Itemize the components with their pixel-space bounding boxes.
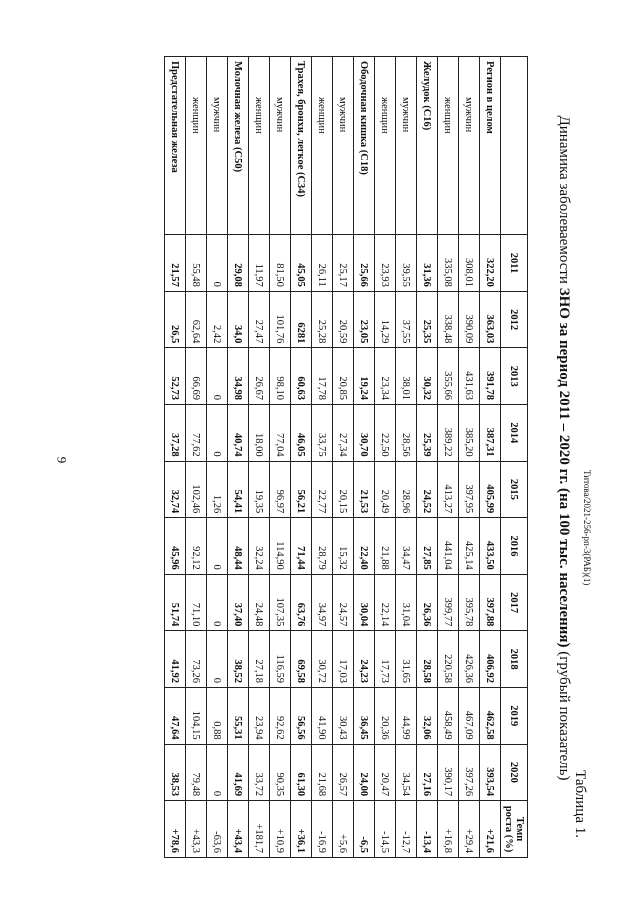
table-caption (555, 38, 572, 858)
value-cell: 77,62 (186, 405, 207, 462)
row-label: Трахея, бронхи, легкое (С34) (291, 57, 312, 235)
value-cell: 30,43 (333, 687, 354, 744)
value-cell: 30,70 (354, 405, 375, 462)
table-row (186, 57, 207, 858)
value-cell: +181,7 (249, 801, 270, 858)
value-cell: 32,74 (165, 461, 186, 518)
value-cell: 114,90 (270, 518, 291, 575)
value-cell: 54,41 (228, 461, 249, 518)
value-cell: +36,1 (291, 801, 312, 858)
value-cell: 25,17 (333, 235, 354, 292)
value-cell: 393,54 (480, 744, 501, 801)
header-cell: 2012 (501, 291, 528, 348)
rotated-page-content (128, 38, 588, 858)
value-cell: 40,74 (228, 405, 249, 462)
value-cell: 27,16 (417, 744, 438, 801)
table-row (207, 57, 228, 858)
value-cell: 441,04 (438, 518, 459, 575)
value-cell: 406,92 (480, 631, 501, 688)
value-cell: 23,93 (375, 235, 396, 292)
value-cell: 30,32 (417, 348, 438, 405)
value-cell: 38,53 (165, 744, 186, 801)
table-row (270, 57, 291, 858)
value-cell: 21,88 (375, 518, 396, 575)
table-row (249, 57, 270, 858)
value-cell: 397,95 (459, 461, 480, 518)
header-cell: 2014 (501, 405, 528, 462)
value-cell: 34,98 (228, 348, 249, 405)
table-row (228, 57, 249, 858)
value-cell: 21,53 (354, 461, 375, 518)
table-row (375, 57, 396, 858)
value-cell: 34,54 (396, 744, 417, 801)
value-cell: 101,76 (270, 291, 291, 348)
header-cell: 2019 (501, 687, 528, 744)
value-cell: 6281 (291, 291, 312, 348)
value-cell: 60,63 (291, 348, 312, 405)
row-label: мужчин (396, 57, 417, 235)
value-cell: 39,55 (396, 235, 417, 292)
value-cell: 55,48 (186, 235, 207, 292)
row-label: Желудок (С16) (417, 57, 438, 235)
value-cell: 31,65 (396, 631, 417, 688)
value-cell: 116,59 (270, 631, 291, 688)
value-cell: 81,50 (270, 235, 291, 292)
header-cell (501, 57, 528, 235)
row-label: Регион в целом (480, 57, 501, 235)
table-row (291, 57, 312, 858)
caption-pre: Динамика заболеваемости (556, 115, 572, 288)
value-cell: 20,85 (333, 348, 354, 405)
value-cell: 79,48 (186, 744, 207, 801)
table-header-row (501, 57, 528, 858)
value-cell: 33,75 (312, 405, 333, 462)
value-cell: 33,72 (249, 744, 270, 801)
value-cell: 51,74 (165, 574, 186, 631)
value-cell: 355,66 (438, 348, 459, 405)
value-cell: 102,46 (186, 461, 207, 518)
value-cell: 24,00 (354, 744, 375, 801)
value-cell: 467,09 (459, 687, 480, 744)
value-cell: 63,76 (291, 574, 312, 631)
value-cell: 389,22 (438, 405, 459, 462)
value-cell: 397,26 (459, 744, 480, 801)
header-cell: 2015 (501, 461, 528, 518)
value-cell: 26,36 (417, 574, 438, 631)
value-cell: 23,05 (354, 291, 375, 348)
row-label: женщин (438, 57, 459, 235)
value-cell: 47,64 (165, 687, 186, 744)
table-row (165, 57, 186, 858)
value-cell: 26,67 (249, 348, 270, 405)
table-body (165, 57, 501, 858)
value-cell: 17,73 (375, 631, 396, 688)
table-row (354, 57, 375, 858)
value-cell: 107,35 (270, 574, 291, 631)
row-label: женщин (249, 57, 270, 235)
value-cell: 22,14 (375, 574, 396, 631)
value-cell: 44,99 (396, 687, 417, 744)
value-cell: +29,4 (459, 801, 480, 858)
value-cell: 335,08 (438, 235, 459, 292)
value-cell: 92,12 (186, 518, 207, 575)
value-cell: 26,57 (333, 744, 354, 801)
value-cell: 25,35 (417, 291, 438, 348)
value-cell: 0 (207, 235, 228, 292)
value-cell: +43,3 (186, 801, 207, 858)
row-label: мужчин (459, 57, 480, 235)
value-cell: 45,96 (165, 518, 186, 575)
value-cell: 0 (207, 631, 228, 688)
value-cell: 38,01 (396, 348, 417, 405)
value-cell: 399,77 (438, 574, 459, 631)
value-cell: 431,63 (459, 348, 480, 405)
value-cell: 363,03 (480, 291, 501, 348)
value-cell: 56,21 (291, 461, 312, 518)
value-cell: +43,4 (228, 801, 249, 858)
value-cell: 28,79 (312, 518, 333, 575)
value-cell: 24,52 (417, 461, 438, 518)
row-label: Молочная железа (С50) (228, 57, 249, 235)
row-label: женщин (375, 57, 396, 235)
value-cell: 37,55 (396, 291, 417, 348)
row-label: мужчин (333, 57, 354, 235)
value-cell: 462,58 (480, 687, 501, 744)
value-cell: -16,9 (312, 801, 333, 858)
value-cell: 19,24 (354, 348, 375, 405)
value-cell: 0 (207, 574, 228, 631)
value-cell: 34,0 (228, 291, 249, 348)
value-cell: 55,31 (228, 687, 249, 744)
value-cell: -13,4 (417, 801, 438, 858)
table-row (396, 57, 417, 858)
value-cell: +78,6 (165, 801, 186, 858)
value-cell: 31,36 (417, 235, 438, 292)
header-cell: 2017 (501, 574, 528, 631)
value-cell: 34,47 (396, 518, 417, 575)
row-label: мужчин (270, 57, 291, 235)
row-label: Предстательная железа (165, 57, 186, 235)
value-cell: 14,29 (375, 291, 396, 348)
value-cell: 37,40 (228, 574, 249, 631)
value-cell: 395,78 (459, 574, 480, 631)
table-row (438, 57, 459, 858)
table-row (480, 57, 501, 858)
value-cell: 405,99 (480, 461, 501, 518)
value-cell: 17,78 (312, 348, 333, 405)
table-row (459, 57, 480, 858)
header-cell: 2013 (501, 348, 528, 405)
value-cell: 390,09 (459, 291, 480, 348)
value-cell: 11,97 (249, 235, 270, 292)
header-cell: 2020 (501, 744, 528, 801)
value-cell: -63,6 (207, 801, 228, 858)
value-cell: 27,34 (333, 405, 354, 462)
value-cell: 29,08 (228, 235, 249, 292)
caption-post: (грубый показатель) (556, 647, 572, 781)
value-cell: 28,56 (396, 405, 417, 462)
value-cell: +5,6 (333, 801, 354, 858)
value-cell: 26,11 (312, 235, 333, 292)
value-cell: 0 (207, 348, 228, 405)
value-cell: 26,5 (165, 291, 186, 348)
value-cell: 28,58 (417, 631, 438, 688)
value-cell: 25,39 (417, 405, 438, 462)
value-cell: -12,7 (396, 801, 417, 858)
value-cell: 21,57 (165, 235, 186, 292)
value-cell: +21,6 (480, 801, 501, 858)
value-cell: 24,23 (354, 631, 375, 688)
value-cell: 45,05 (291, 235, 312, 292)
value-cell: 22,77 (312, 461, 333, 518)
value-cell: +16,8 (438, 801, 459, 858)
value-cell: 34,97 (312, 574, 333, 631)
table-row (417, 57, 438, 858)
value-cell: 48,44 (228, 518, 249, 575)
value-cell: 27,18 (249, 631, 270, 688)
value-cell: 20,36 (375, 687, 396, 744)
value-cell: 433,50 (480, 518, 501, 575)
value-cell: 23,34 (375, 348, 396, 405)
value-cell: 22,50 (375, 405, 396, 462)
value-cell: 36,45 (354, 687, 375, 744)
value-cell: 71,10 (186, 574, 207, 631)
value-cell: 46,05 (291, 405, 312, 462)
value-cell: 98,10 (270, 348, 291, 405)
value-cell: 1,26 (207, 461, 228, 518)
value-cell: 0 (207, 744, 228, 801)
value-cell: 32,24 (249, 518, 270, 575)
row-label: женщин (312, 57, 333, 235)
value-cell: 92,62 (270, 687, 291, 744)
row-label: женщин (186, 57, 207, 235)
value-cell: 220,58 (438, 631, 459, 688)
value-cell: 413,27 (438, 461, 459, 518)
value-cell: 24,57 (333, 574, 354, 631)
value-cell: 425,14 (459, 518, 480, 575)
value-cell: 0,88 (207, 687, 228, 744)
value-cell: 24,48 (249, 574, 270, 631)
value-cell: 20,49 (375, 461, 396, 518)
value-cell: 322,20 (480, 235, 501, 292)
value-cell: 27,47 (249, 291, 270, 348)
value-cell: -14,5 (375, 801, 396, 858)
value-cell: 458,49 (438, 687, 459, 744)
value-cell: +10,9 (270, 801, 291, 858)
header-cell: 2018 (501, 631, 528, 688)
value-cell: 15,32 (333, 518, 354, 575)
page-number: 9 (54, 456, 70, 464)
footer-reference: Титова/2021-256-рп-3(РАБ)(1) (582, 470, 592, 586)
value-cell: 0 (207, 518, 228, 575)
value-cell: 66,69 (186, 348, 207, 405)
value-cell: 32,06 (417, 687, 438, 744)
value-cell: 387,31 (480, 405, 501, 462)
value-cell: 28,96 (396, 461, 417, 518)
incidence-table (164, 56, 528, 858)
value-cell: 30,04 (354, 574, 375, 631)
header-cell: 2016 (501, 518, 528, 575)
value-cell: 61,30 (291, 744, 312, 801)
value-cell: 27,85 (417, 518, 438, 575)
value-cell: -6,5 (354, 801, 375, 858)
value-cell: 52,73 (165, 348, 186, 405)
value-cell: 19,35 (249, 461, 270, 518)
value-cell: 90,35 (270, 744, 291, 801)
value-cell: 21,68 (312, 744, 333, 801)
value-cell: 30,72 (312, 631, 333, 688)
row-label: Ободочная кишка (С18) (354, 57, 375, 235)
value-cell: 308,01 (459, 235, 480, 292)
value-cell: 338,48 (438, 291, 459, 348)
table-label: Таблица 1. (572, 770, 588, 838)
value-cell: 56,56 (291, 687, 312, 744)
value-cell: 73,26 (186, 631, 207, 688)
table-row (333, 57, 354, 858)
value-cell: 385,20 (459, 405, 480, 462)
value-cell: 31,04 (396, 574, 417, 631)
row-label: мужчин (207, 57, 228, 235)
value-cell: 20,15 (333, 461, 354, 518)
value-cell: 77,04 (270, 405, 291, 462)
value-cell: 104,15 (186, 687, 207, 744)
caption-bold: ЗНО за период 2011 – 2020 гг. (на 100 тыс. населения) (556, 287, 572, 648)
value-cell: 18,00 (249, 405, 270, 462)
value-cell: 20,59 (333, 291, 354, 348)
value-cell: 397,88 (480, 574, 501, 631)
value-cell: 17,03 (333, 631, 354, 688)
value-cell: 37,28 (165, 405, 186, 462)
value-cell: 25,66 (354, 235, 375, 292)
value-cell: 69,58 (291, 631, 312, 688)
value-cell: 0 (207, 405, 228, 462)
header-cell: Темп роста (%) (501, 801, 528, 858)
value-cell: 41,90 (312, 687, 333, 744)
value-cell: 38,52 (228, 631, 249, 688)
value-cell: 41,69 (228, 744, 249, 801)
value-cell: 20,47 (375, 744, 396, 801)
value-cell: 22,40 (354, 518, 375, 575)
value-cell: 41,92 (165, 631, 186, 688)
value-cell: 23,94 (249, 687, 270, 744)
value-cell: 25,28 (312, 291, 333, 348)
table-row (312, 57, 333, 858)
value-cell: 62,64 (186, 291, 207, 348)
value-cell: 391,78 (480, 348, 501, 405)
value-cell: 96,97 (270, 461, 291, 518)
value-cell: 426,36 (459, 631, 480, 688)
header-cell: 2011 (501, 235, 528, 292)
value-cell: 2,42 (207, 291, 228, 348)
value-cell: 71,44 (291, 518, 312, 575)
value-cell: 390,17 (438, 744, 459, 801)
